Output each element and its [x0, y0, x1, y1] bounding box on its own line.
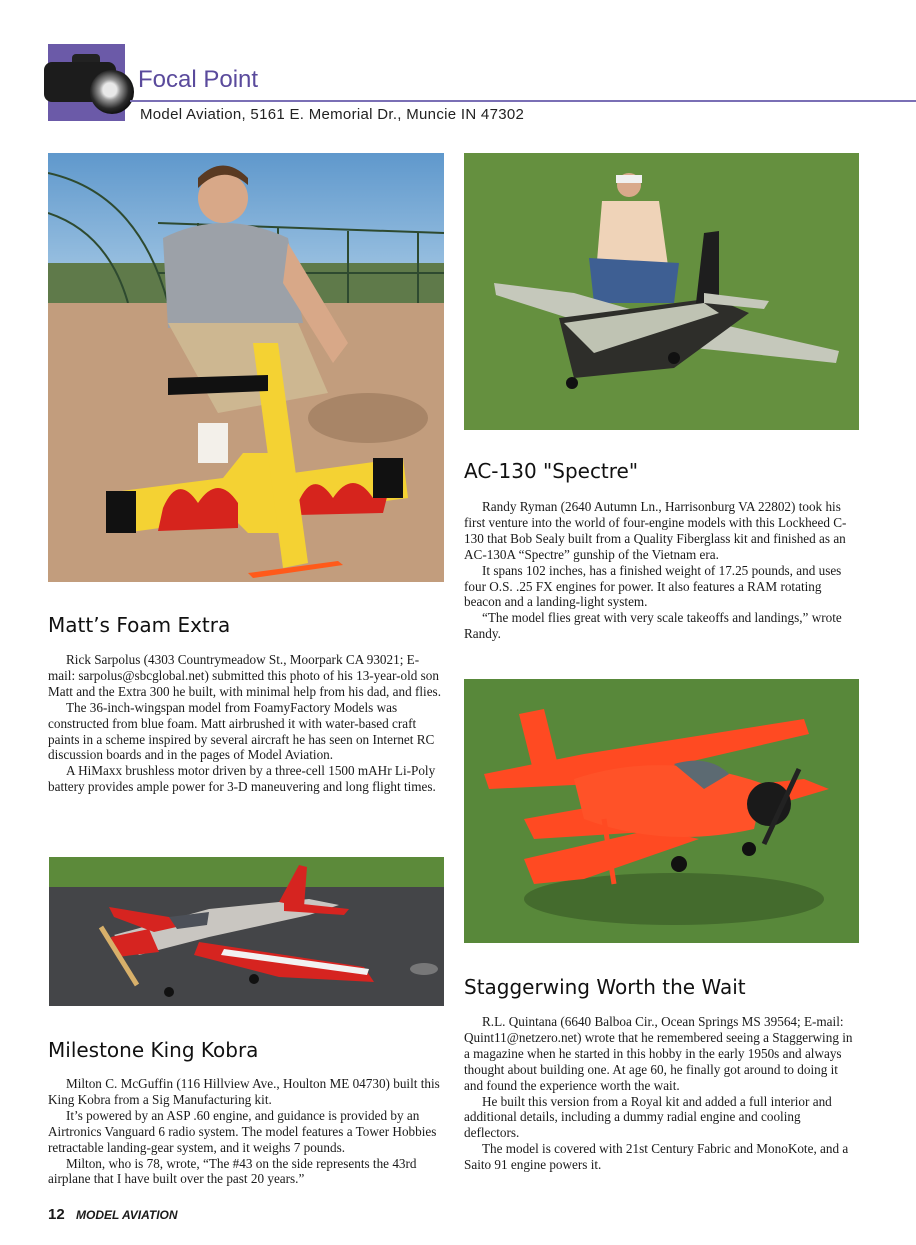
paragraph: The model is covered with 21st Century Fabric and MonoKote, and a Saito 91 engine powers it. — [464, 1141, 849, 1173]
heading-king-kobra: Milestone King Kobra — [48, 1038, 259, 1062]
page-number: 12 — [48, 1206, 65, 1223]
paragraph: R.L. Quintana (6640 Balboa Cir., Ocean Springs MS 39564; E-mail: Quint11@netzero.net) wrote that he remembered seeing a Staggerwing in a magazine when he started in this hobby in the early 1950s and always thought about building one. At age 60, he finally got around to doing it and found the experience worth the wait. — [464, 1014, 853, 1093]
article-kobra-body — [48, 1076, 444, 1187]
paragraph: Rick Sarpolus (4303 Countrymeadow St., Moorpark CA 93021; E-mail: sarpolus@sbcglobal.net) submitted this photo of his 13-year-old son Matt and the Extra 300 he built, with minimal help from his dad, and flies. — [48, 652, 441, 699]
paragraph: “The model flies great with very scale takeoffs and landings,” wrote Randy. — [464, 610, 842, 642]
header-rule — [130, 100, 916, 102]
photo-matt-foam-extra — [48, 153, 444, 582]
section-title: Focal Point — [138, 66, 259, 93]
heading-ac130-spectre: AC-130 "Spectre" — [464, 459, 639, 483]
article-staggerwing-body — [464, 1014, 859, 1173]
photo-king-kobra — [49, 857, 444, 1006]
paragraph: It spans 102 inches, has a finished weight of 17.25 pounds, and uses four O.S. .25 FX engines for power. It also features a RAM rotating beacon and a landing-light system. — [464, 562, 842, 610]
paragraph: He built this version from a Royal kit and added a full interior and additional details, including a dummy radial engine and cooling deflectors. — [464, 1093, 832, 1141]
publication-name: MODEL AVIATION — [76, 1208, 178, 1222]
paragraph: The 36-inch-wingspan model from FoamyFactory Models was constructed from blue foam. Matt airbrushed it with water-based craft paints in a scheme inspired by several aircraft he has seen on Internet RC discussion boards and in the pages of Model Aviation. — [48, 699, 435, 763]
paragraph: A HiMaxx brushless motor driven by a three-cell 1500 mAHr Li-Poly battery provides ample power for 3-D maneuvering and long flight times. — [48, 763, 436, 795]
heading-staggerwing: Staggerwing Worth the Wait — [464, 975, 746, 999]
paragraph: Randy Ryman (2640 Autumn Ln., Harrisonburg VA 22802) took his first venture into the world of four-engine models with this Lockheed C-130 that Bob Sealy built from a Quality Fiberglass kit and finished as an AC-130A “Spectre” gunship of the Vietnam era. — [464, 499, 847, 562]
photo-ac130-spectre — [464, 153, 859, 430]
heading-matt-foam-extra: Matt’s Foam Extra — [48, 613, 231, 637]
paragraph: It’s powered by an ASP .60 engine, and guidance is provided by an Airtronics Vanguard 6 radio system. The model features a Tower Hobbies retractable landing-gear system, and it weighs 7 pounds. — [48, 1107, 437, 1155]
paragraph: Milton C. McGuffin (116 Hillview Ave., Houlton ME 04730) built this King Kobra from a Sig Manufacturing kit. — [48, 1076, 440, 1107]
article-matt-body — [48, 652, 444, 795]
camera-lens-icon — [90, 70, 134, 114]
article-spectre-body — [464, 499, 859, 642]
photo-staggerwing — [464, 679, 859, 943]
paragraph: Milton, who is 78, wrote, “The #43 on the side represents the 43rd airplane that I have built over the past 20 years.” — [48, 1155, 417, 1187]
header-address: Model Aviation, 5161 E. Memorial Dr., Muncie IN 47302 — [140, 106, 525, 123]
